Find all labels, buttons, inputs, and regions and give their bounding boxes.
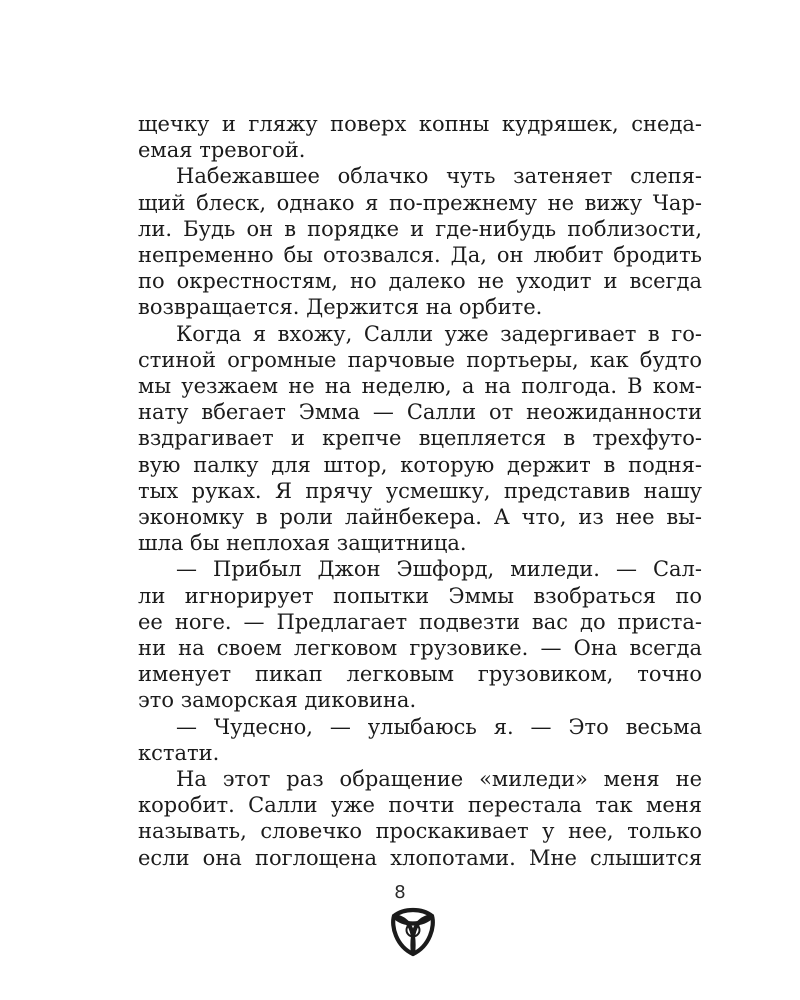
text-line: На этот раз обращение «миледи» меня не: [176, 767, 702, 792]
text-line: вздрагивает и крепче вцепляется в трехфуто-: [138, 426, 702, 451]
text-line: кстати.: [138, 740, 220, 765]
text-line: возвращается. Держится на орбите.: [138, 295, 543, 320]
text-line: тых руках. Я прячу усмешку, представив нашу: [138, 478, 702, 503]
text-line: ли. Будь он в порядке и где-нибудь поблизости,: [138, 216, 702, 241]
text-line: именует пикап легковым грузовиком, точно: [138, 662, 702, 687]
text-line: вую палку для штор, которую держит в подня-: [138, 452, 702, 477]
text-line: экономку в роли лайнбекера. А что, из нее вы-: [138, 505, 702, 530]
body-text: [138, 111, 702, 871]
text-line: шла бы неплохая защитница.: [138, 531, 467, 556]
text-line: непременно бы отозвался. Да, он любит бродить: [138, 243, 702, 268]
page-number: 8: [394, 882, 406, 903]
text-line: это заморская диковина.: [138, 688, 417, 713]
text-line: ни на своем легковом грузовике. — Она всегда: [138, 636, 702, 661]
text-line: щечку и гляжу поверх копны кудряшек, снеда-: [138, 112, 702, 136]
text-line: по окрестностям, но далеко не уходит и всегда: [138, 269, 702, 294]
text-line: стиной огромные парчовые портьеры, как будто: [138, 347, 702, 372]
text-line: — Прибыл Джон Эшфорд, миледи. — Сал-: [176, 557, 702, 582]
text-line: называть, словечко проскакивает у нее, только: [138, 819, 702, 844]
text-line: Набежавшее облачко чуть затеняет слепя-: [176, 164, 702, 189]
text-line: Когда я вхожу, Салли уже задергивает в го-: [176, 321, 702, 346]
triquetra-icon: [386, 906, 440, 960]
text-line: ее ноге. — Предлагает подвезти вас до приста-: [138, 609, 702, 634]
text-line: — Чудесно, — улыбаюсь я. — Это весьма: [176, 714, 702, 739]
text-line: мы уезжаем не на неделю, а на полгода. В ком-: [138, 374, 702, 399]
text-line: емая тревогой.: [138, 138, 306, 163]
text-line: нату вбегает Эмма — Салли от неожиданности: [138, 400, 702, 425]
text-line: ли игнорирует попытки Эммы взобраться по: [138, 583, 702, 608]
text-line: если она поглощена хлопотами. Мне слышится: [138, 845, 702, 870]
text-line: коробит. Салли уже почти перестала так меня: [138, 793, 702, 818]
text-line: щий блеск, однако я по-прежнему не вижу Чар-: [138, 190, 702, 215]
